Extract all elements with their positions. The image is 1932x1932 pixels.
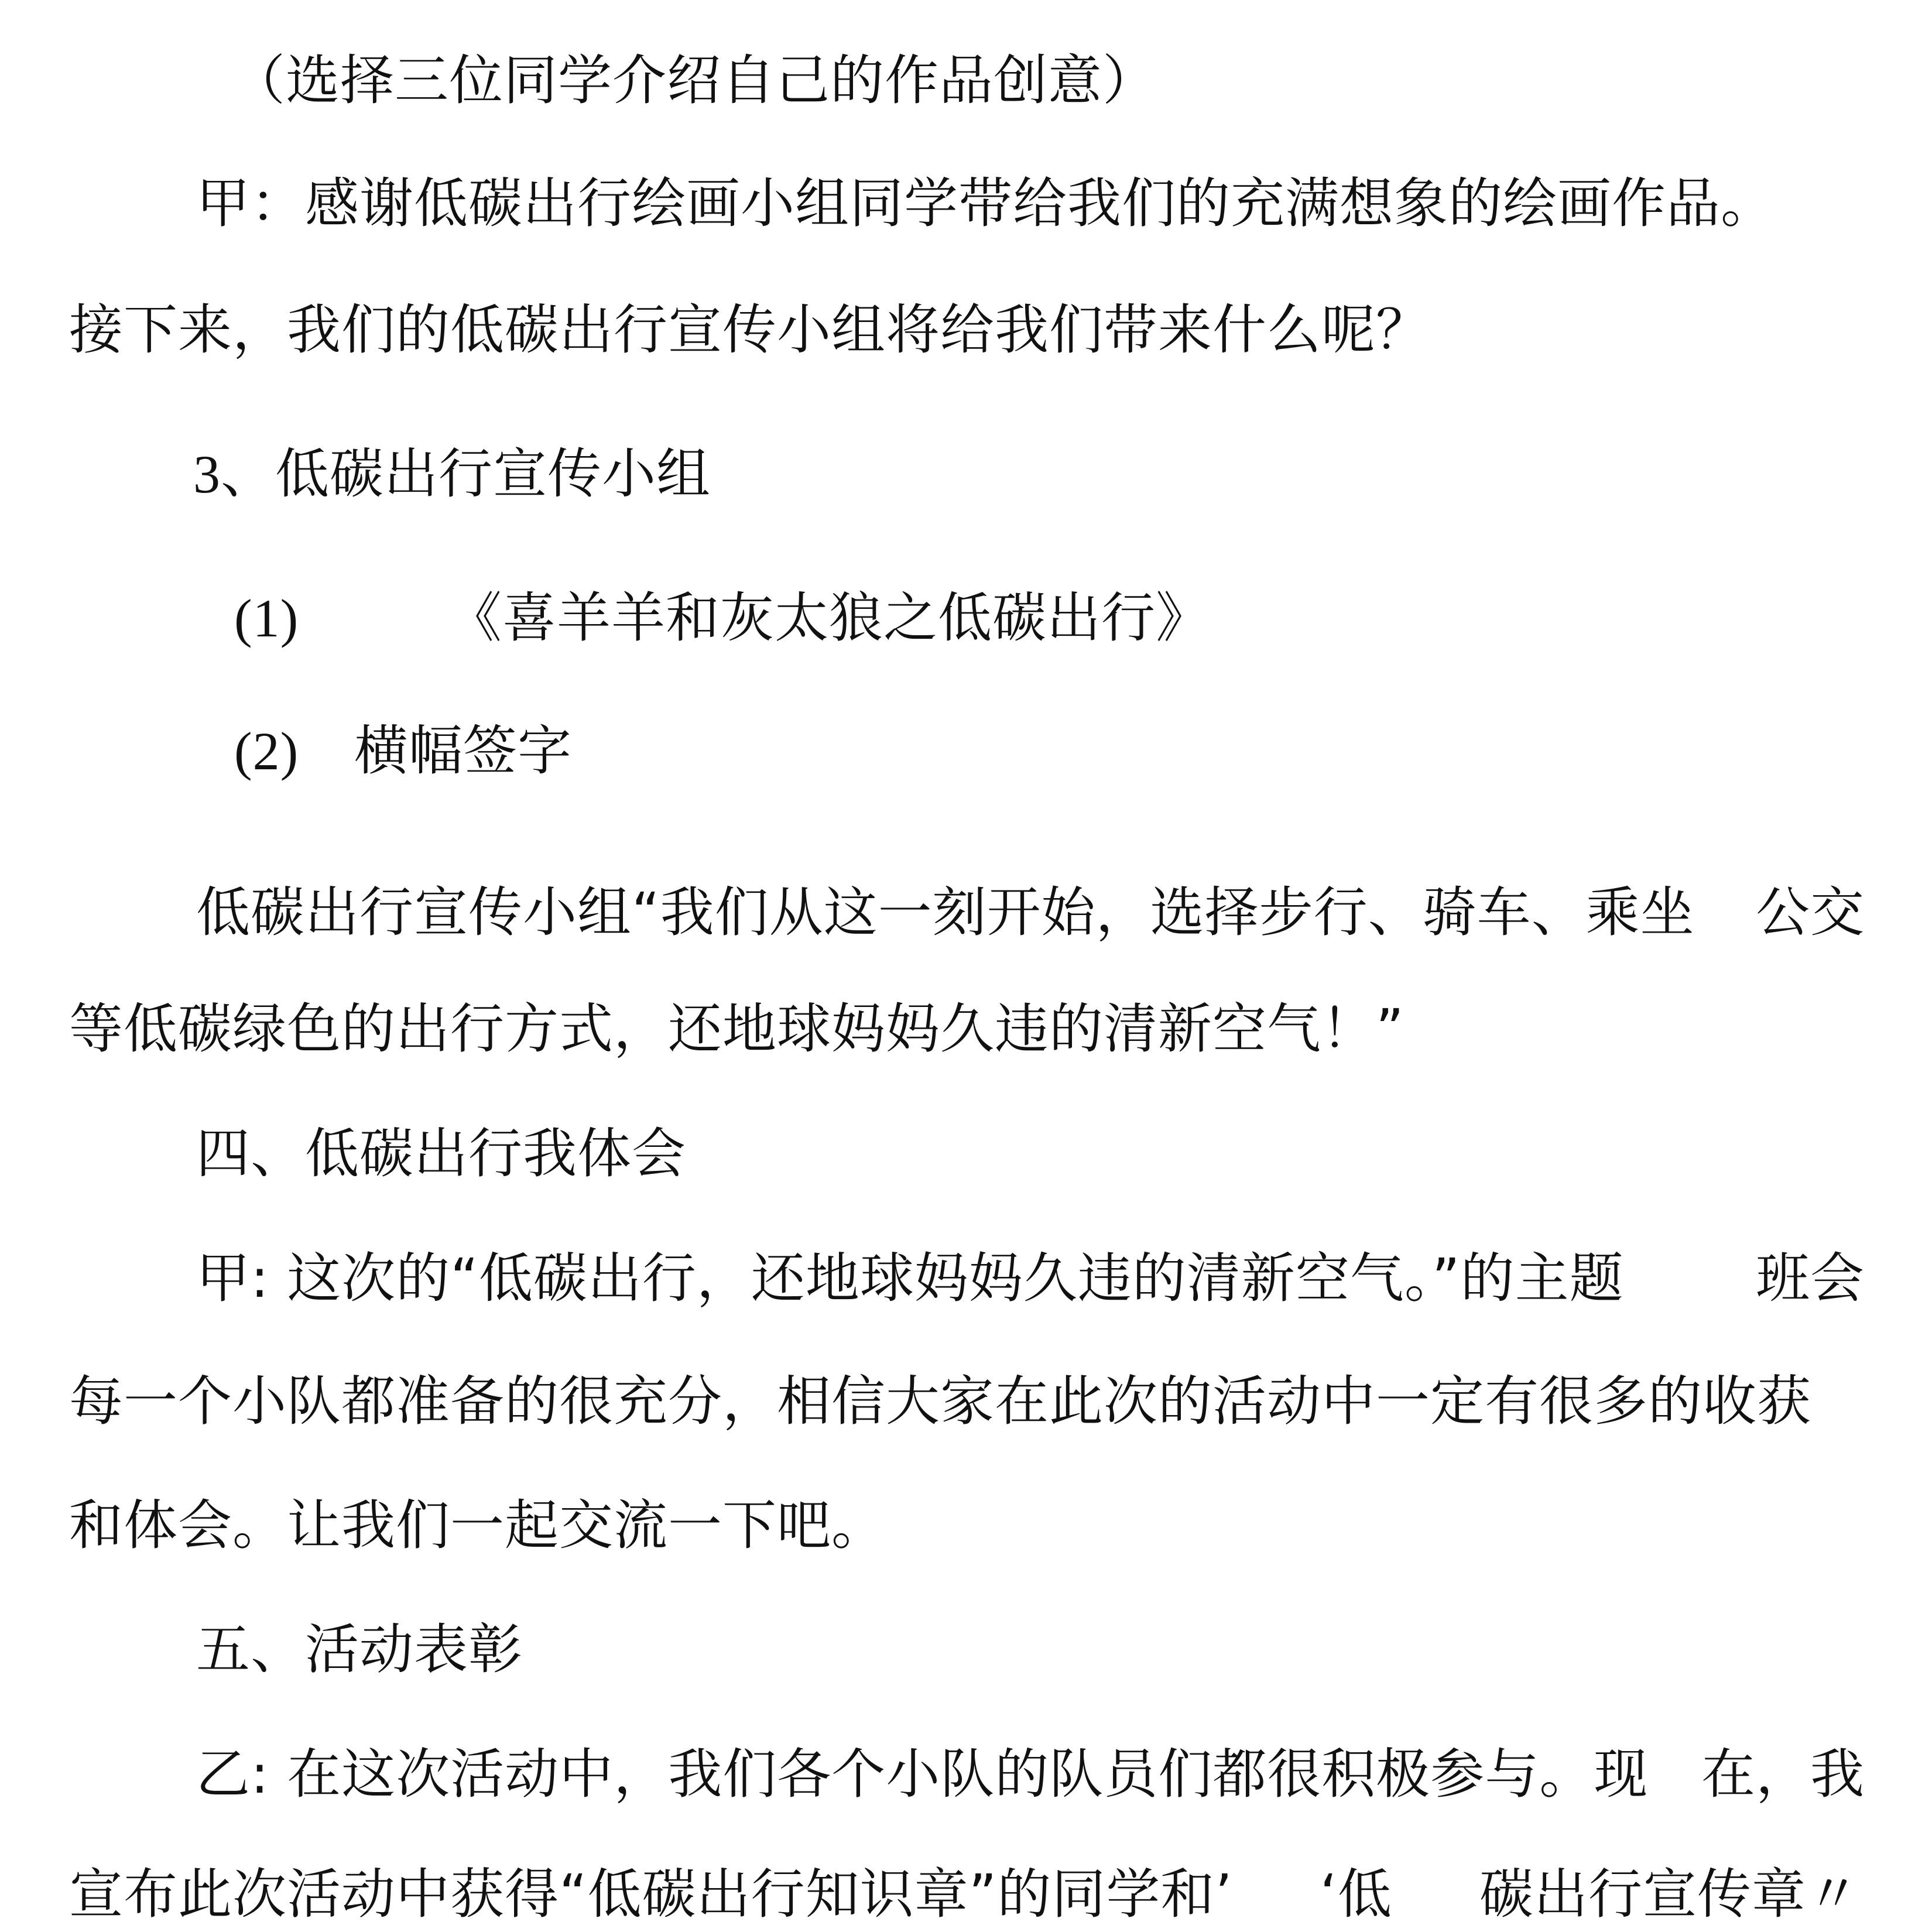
paragraph-line bbox=[196, 881, 1865, 944]
section-number: 3 bbox=[193, 444, 221, 504]
list-item bbox=[234, 721, 299, 781]
paragraph-line: 甲：感谢低碳出行绘画小组同学带给我们的充满想象的绘画作品。 bbox=[196, 172, 1776, 235]
paragraph-line: 每一个小队都准备的很充分，相信大家在此次的活动中一定有很多的收获 bbox=[69, 1370, 1812, 1433]
paragraph-line: 接下来，我们的低碳出行宣传小组将给我们带来什么呢？ bbox=[69, 299, 1431, 361]
text-segment: 低碳出行宣传小组“我们从这一刻开始，选择步行、骑车、乘坐 bbox=[196, 881, 1695, 944]
section-heading: 五、活动表彰 bbox=[196, 1618, 523, 1681]
paragraph-line bbox=[196, 1743, 1865, 1806]
paragraph-line bbox=[69, 1863, 1861, 1926]
text-segment: 宣布此次活动中获得“低碳出行知识章”的同学和’ bbox=[69, 1863, 1233, 1926]
text-segment: ‘低 bbox=[1320, 1863, 1392, 1926]
list-item-text: 《喜羊羊和灰太狼之低碳出行》 bbox=[448, 587, 1211, 649]
paragraph-line: （选择三位同学介绍自己的作品创意） bbox=[231, 49, 1157, 112]
section-title: 、低碳出行宣传小组 bbox=[221, 443, 711, 505]
list-number: (1) bbox=[234, 588, 299, 648]
text-segment: 在，我 bbox=[1701, 1743, 1865, 1806]
paragraph-line: 等低碳绿色的出行方式，还地球妈妈久违的清新空气！” bbox=[69, 998, 1405, 1060]
section-heading bbox=[193, 443, 711, 505]
paragraph-line: 和体会。让我们一起交流一下吧。 bbox=[69, 1494, 886, 1557]
text-segment: 班会 bbox=[1755, 1247, 1865, 1310]
text-segment: 甲: 这次的“低碳出行，还地球妈妈久违的清新空气。”的主题 bbox=[196, 1247, 1624, 1310]
list-item bbox=[234, 588, 299, 648]
paragraph-line bbox=[196, 1247, 1865, 1310]
text-segment: 乙: 在这次活动中，我们各个小队的队员们都很积极参与。现 bbox=[196, 1743, 1649, 1806]
text-segment: 碳出行宣传章〃 bbox=[1479, 1863, 1861, 1926]
list-item-text: 横幅签字 bbox=[354, 720, 573, 782]
list-number: (2) bbox=[234, 721, 299, 781]
text-segment: 公交 bbox=[1755, 881, 1865, 944]
section-heading: 四、低碳出行我体会 bbox=[196, 1122, 687, 1185]
